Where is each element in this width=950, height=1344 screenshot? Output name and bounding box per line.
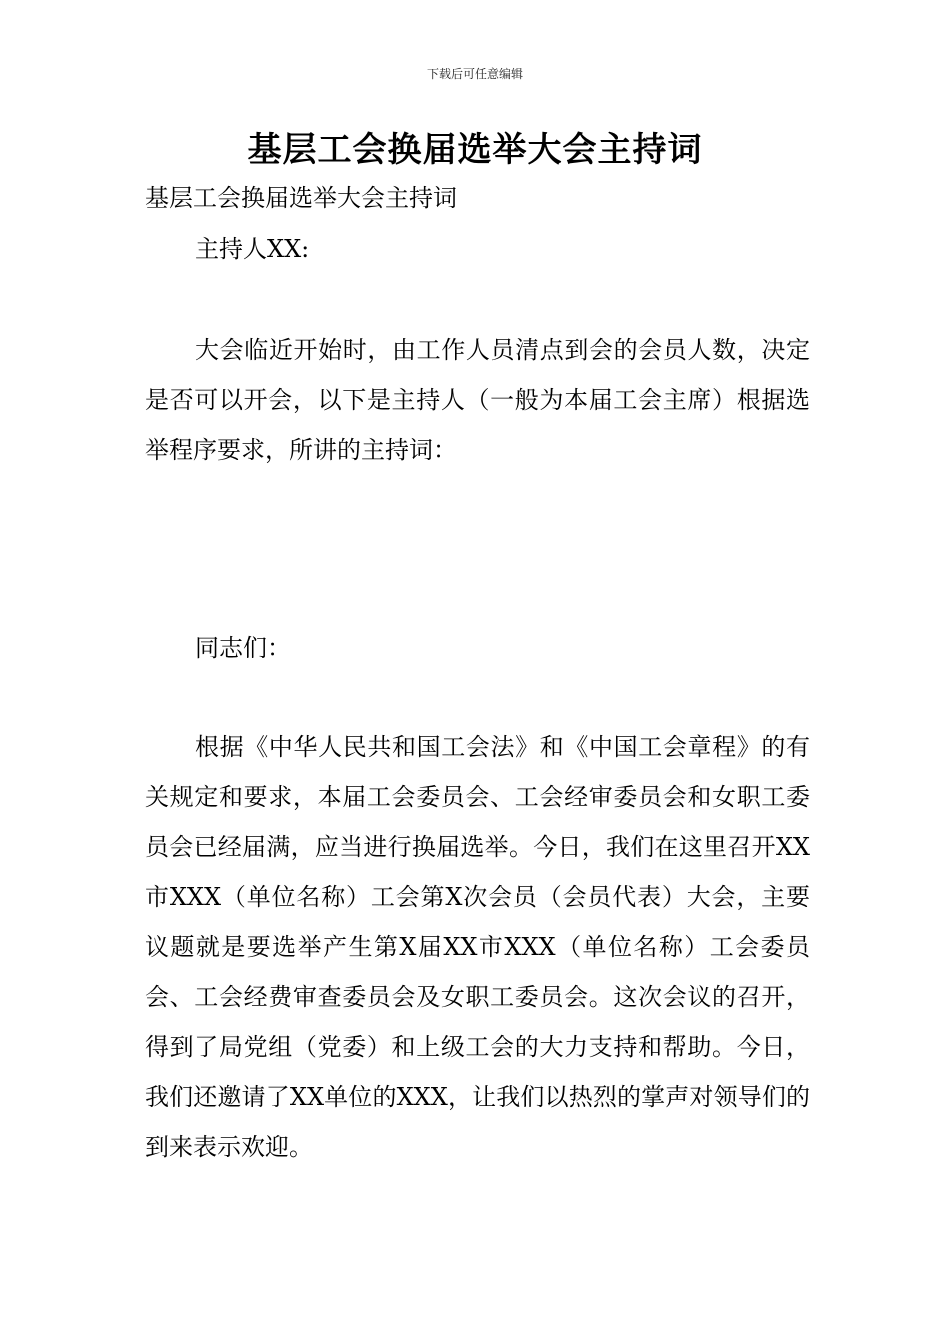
host-line: 主持人XX: [195,235,310,263]
greeting-line: 同志们： [195,634,291,662]
document-title: 基层工会换届选举大会主持词 [247,130,703,170]
main-paragraph: 根据《中华人民共和国工会法》和《中国工会章程》的有关规定和要求，本届工会委员会、工会经审委员会和女职工委员会已经届满，应当进行换届选举。今日，我们在这里召开XX市XXX（单位名称）工会第X次会员（会员代表）大会，主要议题就是要选举产生第X届XX市XXX（单位名称）工会委员会、工会经费审查委员会及女职工委员会。这次会议的召开，得到了局党组（党委）和上级工会的大力支持和帮助。今日，我们还邀请了XX单位的XXX，让我们以热烈的掌声对领导们的到来表示欢迎。 [145,733,810,1161]
header-note: 下载后可任意编辑 [426,67,523,81]
intro-paragraph: 大会临近开始时，由工作人员清点到会的会员人数，决定是否可以开会，以下是主持人（一般为本届工会主席）根据选举程序要求，所讲的主持词： [145,336,810,464]
document-subtitle: 基层工会换届选举大会主持词 [145,184,457,212]
